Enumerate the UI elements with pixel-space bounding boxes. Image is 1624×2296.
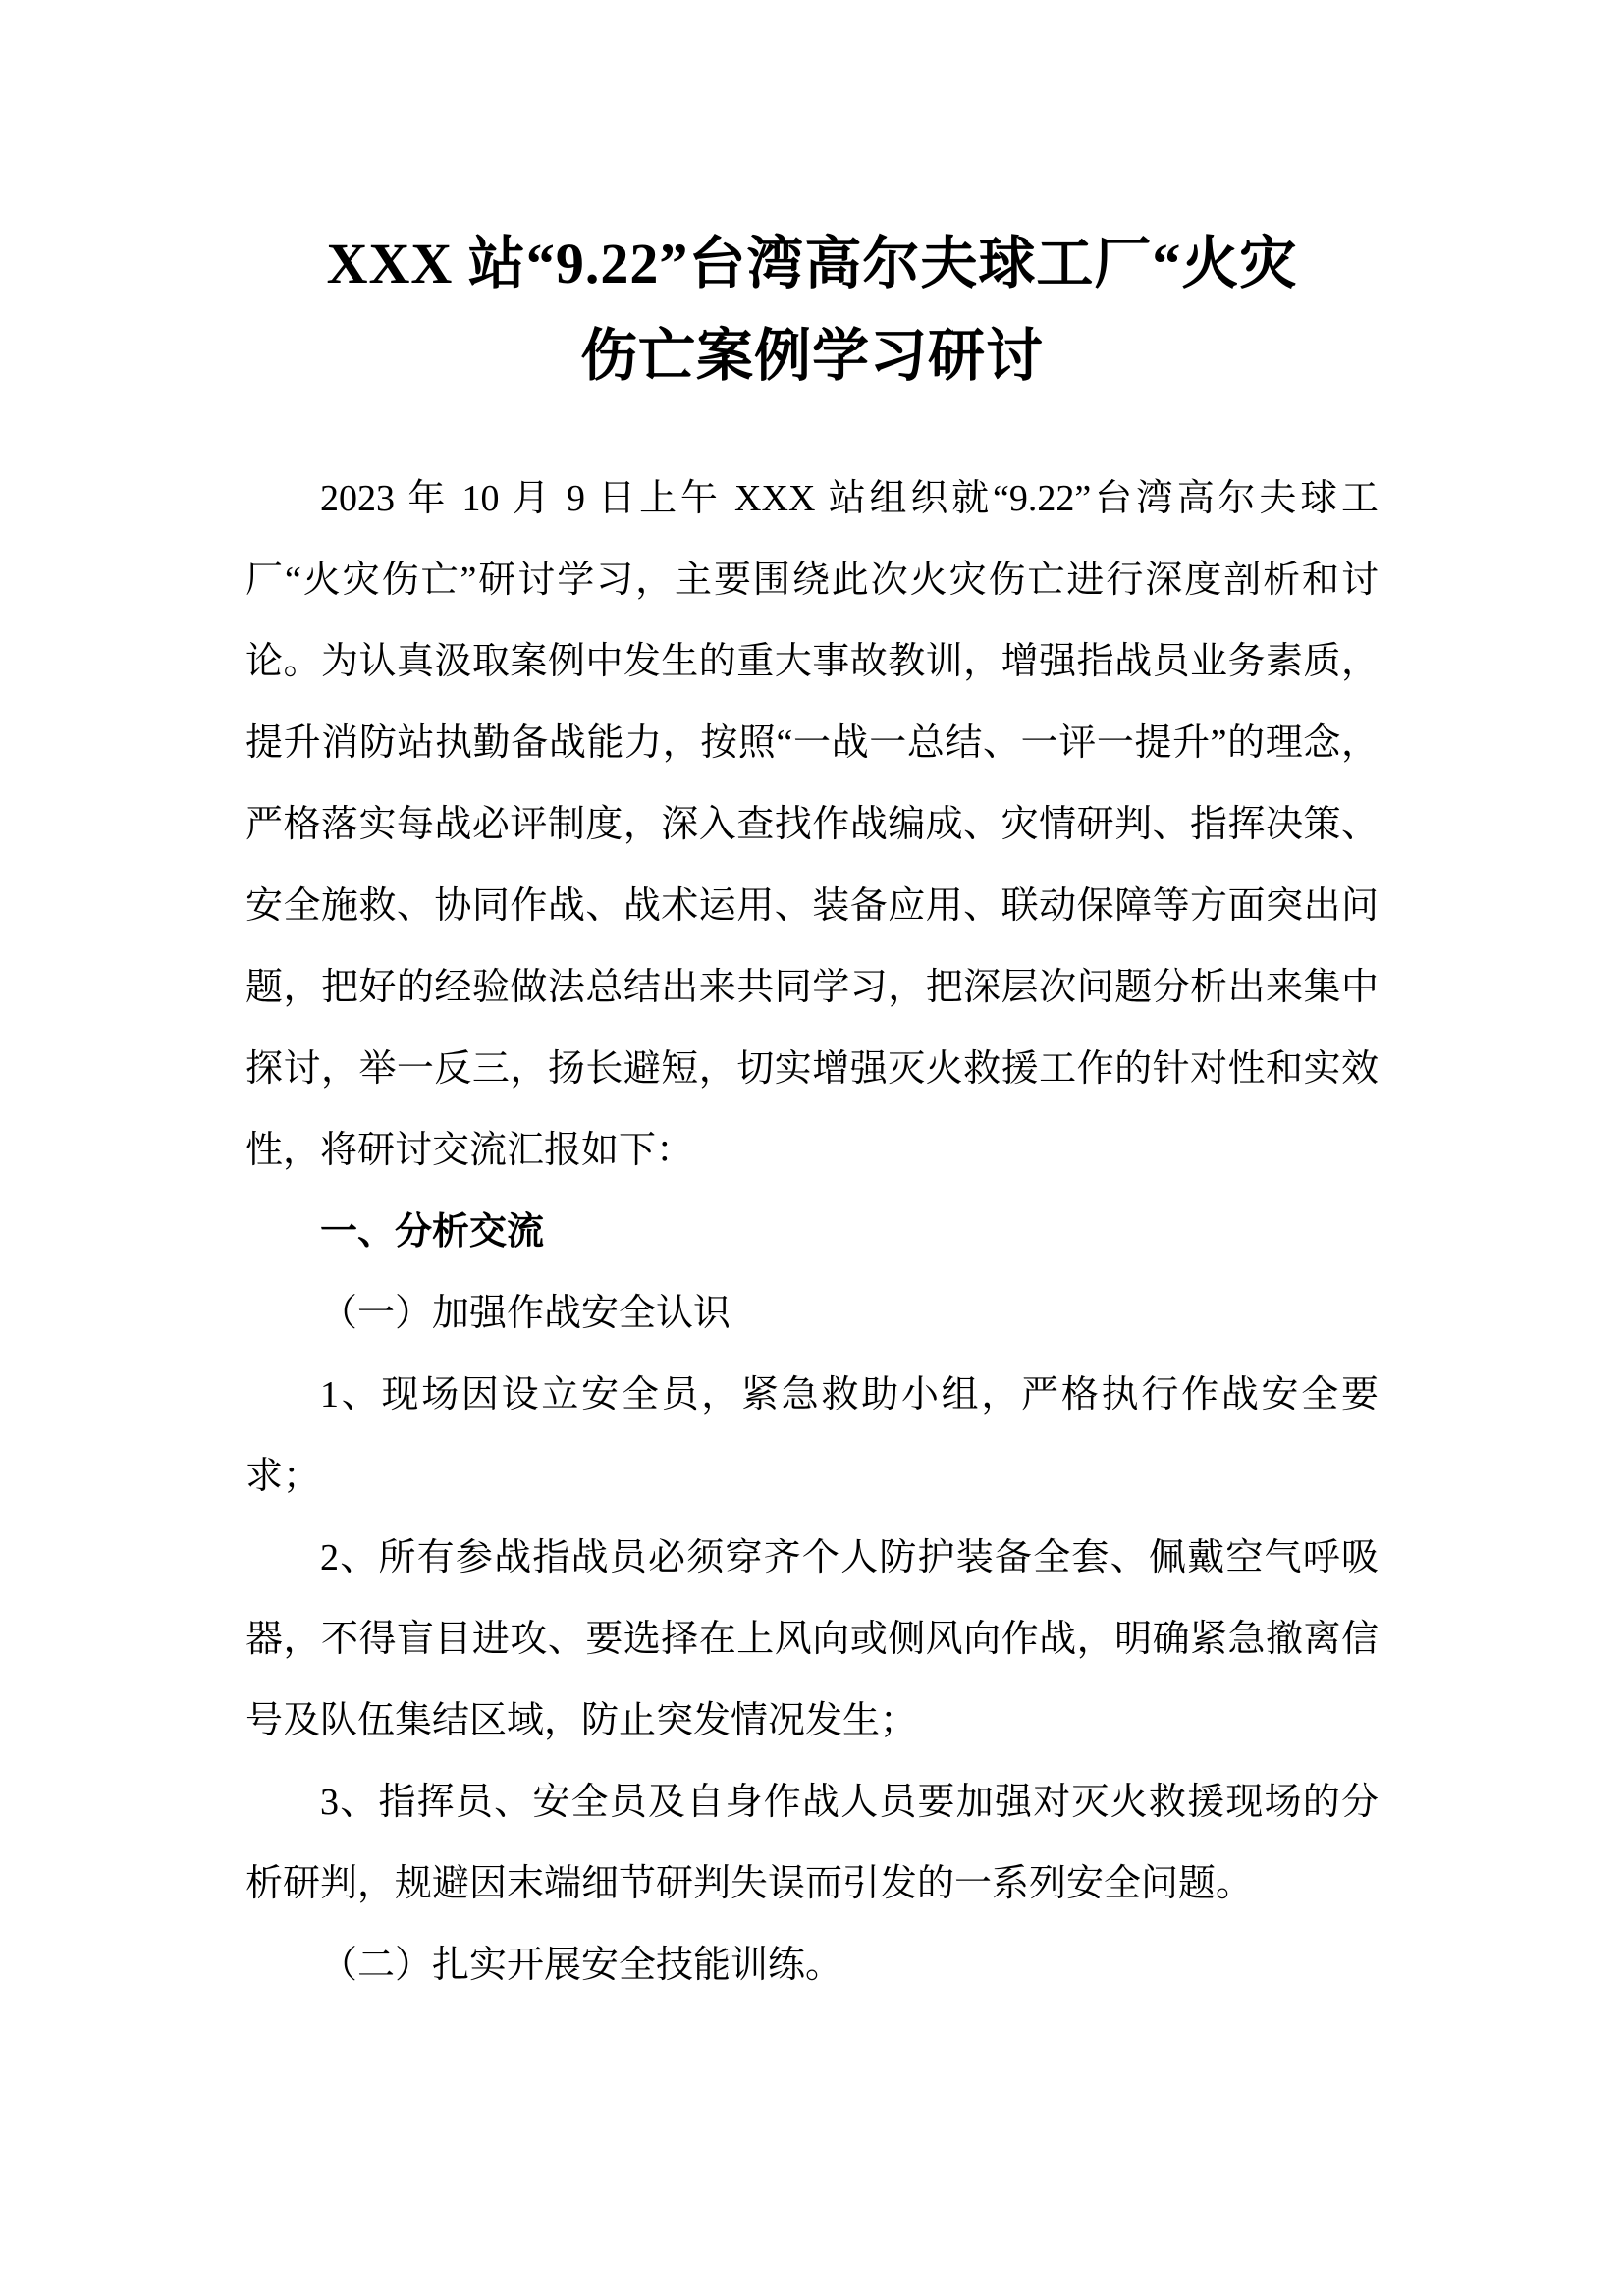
paragraph-intro: 2023 年 10 月 9 日上午 XXX 站组织就“9.22”台湾高尔夫球工厂“火灾伤亡”研讨学习，主要围绕此次火灾伤亡进行深度剖析和讨论。为认真汲取案例中发生的重大事故教训，增强指战员业务素质，提升消防站执勤备战能力，按照“一战一总结、一评一提升”的理念，严格落实每战必评制度，深入查找作战编成、灾情研判、指挥决策、安全施救、协同作战、战术运用、装备应用、联动保障等方面突出问题，把好的经验做法总结出来共同学习，把深层次问题分析出来集中探讨，举一反三，扬长避短，切实增强灭火救援工作的针对性和实效性，将研讨交流汇报如下： (245, 478, 1379, 1171)
subsection-heading-1: （一）加强作战安全认识 (320, 1293, 731, 1334)
section-heading-analysis: 一、分析交流 (320, 1211, 545, 1253)
list-item-1: 1、现场因设立安全员，紧急救助小组，严格执行作战安全要求； (245, 1374, 1379, 1497)
subsection-heading-2: （二）扎实开展安全技能训练。 (320, 1945, 843, 1986)
list-item-3: 3、指挥员、安全员及自身作战人员要加强对灭火救援现场的分析研判，规避因末端细节研判失误而引发的一系列安全问题。 (245, 1782, 1379, 1904)
title-line-1: XXX 站“9.22”台湾高尔夫球工厂“火灾 (326, 232, 1298, 295)
list-item-2: 2、所有参战指战员必须穿齐个人防护装备全套、佩戴空气呼吸器，不得盲目进攻、要选择在上风向或侧风向作战，明确紧急撤离信号及队伍集结区域，防止突发情况发生； (245, 1537, 1379, 1741)
document-title (245, 218, 1379, 402)
title-line-2: 伤亡案例学习研讨 (579, 324, 1044, 388)
